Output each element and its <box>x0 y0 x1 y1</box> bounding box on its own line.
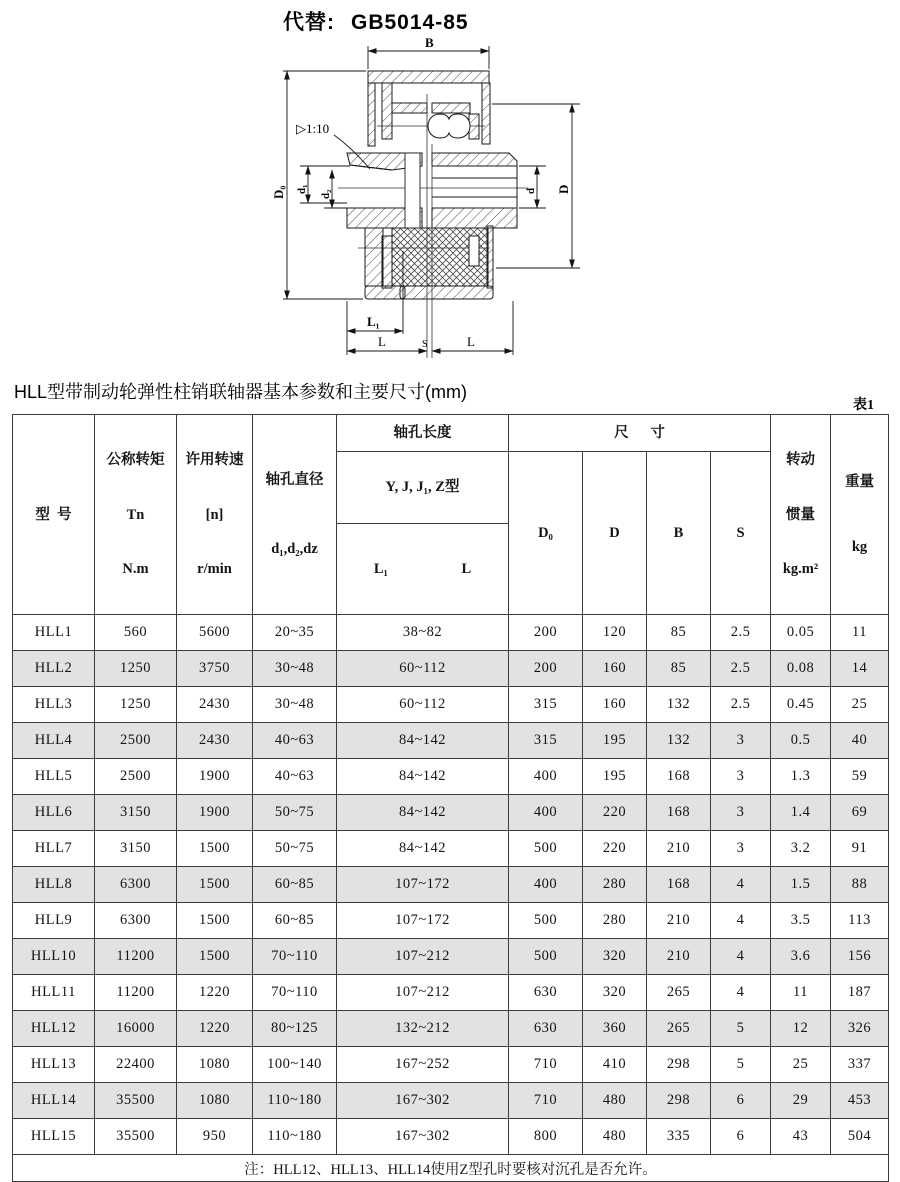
value-cell: 1500 <box>177 831 253 867</box>
value-cell: 11 <box>771 975 831 1011</box>
model-cell: HLL6 <box>13 795 95 831</box>
value-cell: 69 <box>831 795 889 831</box>
value-cell: 1500 <box>177 939 253 975</box>
value-cell: 6300 <box>95 867 177 903</box>
value-cell: 210 <box>647 903 711 939</box>
value-cell: 84~142 <box>337 795 509 831</box>
dim-label-d1: d₁ <box>296 184 308 194</box>
value-cell: 3 <box>711 795 771 831</box>
value-cell: 113 <box>831 903 889 939</box>
value-cell: 1500 <box>177 867 253 903</box>
dim-label-d2: d₂ <box>320 189 332 199</box>
value-cell: 1080 <box>177 1047 253 1083</box>
value-cell: 195 <box>583 723 647 759</box>
model-cell: HLL7 <box>13 831 95 867</box>
value-cell: 630 <box>509 1011 583 1047</box>
value-cell: 315 <box>509 723 583 759</box>
value-cell: 6 <box>711 1083 771 1119</box>
value-cell: 22400 <box>95 1047 177 1083</box>
value-cell: 3.2 <box>771 831 831 867</box>
value-cell: 800 <box>509 1119 583 1155</box>
value-cell: 4 <box>711 975 771 1011</box>
model-cell: HLL13 <box>13 1047 95 1083</box>
value-cell: 20~35 <box>253 615 337 651</box>
value-cell: 2.5 <box>711 615 771 651</box>
col-header-inertia: 转动 惯量 kg.m² <box>771 415 831 615</box>
col-header-b: B <box>647 452 711 615</box>
dim-label-d0: D₀ <box>271 185 286 199</box>
value-cell: 60~112 <box>337 651 509 687</box>
value-cell: 59 <box>831 759 889 795</box>
value-cell: 1900 <box>177 795 253 831</box>
value-cell: 167~302 <box>337 1119 509 1155</box>
value-cell: 1500 <box>177 903 253 939</box>
value-cell: 1250 <box>95 651 177 687</box>
value-cell: 29 <box>771 1083 831 1119</box>
col-header-bore-diameter: 轴孔直径 d₁,d₂,dz <box>253 415 337 615</box>
table-row <box>13 1083 889 1119</box>
standard-number: GB5014-85 <box>351 11 469 34</box>
value-cell: 3 <box>711 831 771 867</box>
dimension-lines <box>283 46 580 355</box>
value-cell: 315 <box>509 687 583 723</box>
value-cell: 4 <box>711 867 771 903</box>
col-header-l1-l <box>337 523 509 615</box>
value-cell: 167~302 <box>337 1083 509 1119</box>
value-cell: 11200 <box>95 939 177 975</box>
value-cell: 2500 <box>95 723 177 759</box>
value-cell: 30~48 <box>253 687 337 723</box>
value-cell: 168 <box>647 867 711 903</box>
value-cell: 100~140 <box>253 1047 337 1083</box>
value-cell: 6 <box>711 1119 771 1155</box>
value-cell: 167~252 <box>337 1047 509 1083</box>
value-cell: 11 <box>831 615 889 651</box>
value-cell: 107~212 <box>337 939 509 975</box>
model-cell: HLL14 <box>13 1083 95 1119</box>
value-cell: 950 <box>177 1119 253 1155</box>
col-header-d0: D₀ <box>509 452 583 615</box>
value-cell: 11200 <box>95 975 177 1011</box>
value-cell: 480 <box>583 1119 647 1155</box>
model-cell: HLL9 <box>13 903 95 939</box>
value-cell: 132 <box>647 687 711 723</box>
value-cell: 14 <box>831 651 889 687</box>
value-cell: 3.6 <box>771 939 831 975</box>
value-cell: 710 <box>509 1047 583 1083</box>
value-cell: 453 <box>831 1083 889 1119</box>
col-header-s: S <box>711 452 771 615</box>
dim-label-l1: L₁ <box>367 314 380 329</box>
value-cell: 2.5 <box>711 687 771 723</box>
value-cell: 3150 <box>95 831 177 867</box>
value-cell: 84~142 <box>337 759 509 795</box>
value-cell: 5 <box>711 1047 771 1083</box>
value-cell: 500 <box>509 939 583 975</box>
value-cell: 200 <box>509 615 583 651</box>
value-cell: 4 <box>711 903 771 939</box>
pin-hole-slot <box>405 153 420 228</box>
value-cell: 91 <box>831 831 889 867</box>
value-cell: 1.4 <box>771 795 831 831</box>
value-cell: 110~180 <box>253 1083 337 1119</box>
value-cell: 35500 <box>95 1119 177 1155</box>
value-cell: 410 <box>583 1047 647 1083</box>
value-cell: 3750 <box>177 651 253 687</box>
dim-label-l-left: L <box>378 334 386 349</box>
value-cell: 30~48 <box>253 651 337 687</box>
value-cell: 50~75 <box>253 831 337 867</box>
value-cell: 156 <box>831 939 889 975</box>
col-header-speed: 许用转速 [n] r/min <box>177 415 253 615</box>
col-header-l1: L₁ <box>373 561 388 577</box>
value-cell: 2500 <box>95 759 177 795</box>
model-cell: HLL8 <box>13 867 95 903</box>
col-header-torque: 公称转矩 Tn N.m <box>95 415 177 615</box>
pin-assembly-top <box>392 103 479 139</box>
table-row <box>13 867 889 903</box>
value-cell: 107~212 <box>337 975 509 1011</box>
value-cell: 187 <box>831 975 889 1011</box>
dim-label-l-right: L <box>467 334 475 349</box>
value-cell: 1.3 <box>771 759 831 795</box>
value-cell: 88 <box>831 867 889 903</box>
dim-label-d-small: d <box>525 187 537 194</box>
col-header-dimensions: 尺 寸 <box>509 415 771 452</box>
table-row <box>13 1011 889 1047</box>
value-cell: 5 <box>711 1011 771 1047</box>
table-row <box>13 651 889 687</box>
elastic-pin <box>428 114 470 138</box>
value-cell: 326 <box>831 1011 889 1047</box>
table-row <box>13 831 889 867</box>
value-cell: 132~212 <box>337 1011 509 1047</box>
value-cell: 504 <box>831 1119 889 1155</box>
coupling-cross-section <box>250 36 620 376</box>
value-cell: 280 <box>583 867 647 903</box>
value-cell: 25 <box>831 687 889 723</box>
table-row <box>13 1119 889 1155</box>
value-cell: 1080 <box>177 1083 253 1119</box>
value-cell: 38~82 <box>337 615 509 651</box>
value-cell: 320 <box>583 939 647 975</box>
value-cell: 5600 <box>177 615 253 651</box>
col-header-bore-length: 轴孔长度 <box>337 415 509 452</box>
dim-label-b: B <box>425 36 434 50</box>
value-cell: 160 <box>583 687 647 723</box>
table-number-tag: 表1 <box>853 398 874 413</box>
value-cell: 710 <box>509 1083 583 1119</box>
table-row <box>13 975 889 1011</box>
value-cell: 195 <box>583 759 647 795</box>
value-cell: 480 <box>583 1083 647 1119</box>
value-cell: 3 <box>711 723 771 759</box>
value-cell: 2430 <box>177 687 253 723</box>
value-cell: 70~110 <box>253 975 337 1011</box>
table-row <box>13 687 889 723</box>
model-cell: HLL5 <box>13 759 95 795</box>
value-cell: 84~142 <box>337 831 509 867</box>
value-cell: 265 <box>647 975 711 1011</box>
replaced-prefix: 代替: <box>283 11 335 34</box>
dim-label-s: S <box>422 339 428 350</box>
table-row <box>13 903 889 939</box>
model-cell: HLL3 <box>13 687 95 723</box>
value-cell: 500 <box>509 903 583 939</box>
value-cell: 12 <box>771 1011 831 1047</box>
value-cell: 337 <box>831 1047 889 1083</box>
table-header <box>13 415 889 615</box>
model-cell: HLL10 <box>13 939 95 975</box>
value-cell: 2430 <box>177 723 253 759</box>
value-cell: 4 <box>711 939 771 975</box>
model-cell: HLL11 <box>13 975 95 1011</box>
value-cell: 50~75 <box>253 795 337 831</box>
value-cell: 1.5 <box>771 867 831 903</box>
col-header-model: 型 号 <box>13 415 95 615</box>
value-cell: 0.05 <box>771 615 831 651</box>
value-cell: 107~172 <box>337 903 509 939</box>
parameters-table <box>12 414 889 1182</box>
value-cell: 107~172 <box>337 867 509 903</box>
col-header-d: D <box>583 452 647 615</box>
value-cell: 0.08 <box>771 651 831 687</box>
value-cell: 43 <box>771 1119 831 1155</box>
table-row <box>13 795 889 831</box>
value-cell: 168 <box>647 795 711 831</box>
value-cell: 40~63 <box>253 759 337 795</box>
value-cell: 168 <box>647 759 711 795</box>
value-cell: 630 <box>509 975 583 1011</box>
value-cell: 335 <box>647 1119 711 1155</box>
value-cell: 360 <box>583 1011 647 1047</box>
value-cell: 35500 <box>95 1083 177 1119</box>
value-cell: 160 <box>583 651 647 687</box>
table-row <box>13 939 889 975</box>
value-cell: 560 <box>95 615 177 651</box>
value-cell: 60~85 <box>253 867 337 903</box>
coupling-right <box>432 153 517 228</box>
value-cell: 400 <box>509 795 583 831</box>
value-cell: 85 <box>647 651 711 687</box>
pin-assembly-bottom <box>392 228 488 286</box>
value-cell: 60~112 <box>337 687 509 723</box>
dim-label-d-big: D <box>556 184 571 194</box>
value-cell: 1220 <box>177 975 253 1011</box>
value-cell: 60~85 <box>253 903 337 939</box>
model-cell: HLL4 <box>13 723 95 759</box>
value-cell: 1900 <box>177 759 253 795</box>
value-cell: 80~125 <box>253 1011 337 1047</box>
replaced-standard-header <box>283 6 469 36</box>
value-cell: 85 <box>647 615 711 651</box>
technical-drawing <box>250 36 620 376</box>
table-footer <box>13 1155 889 1182</box>
col-header-l: L <box>461 561 472 577</box>
value-cell: 3 <box>711 759 771 795</box>
model-cell: HLL1 <box>13 615 95 651</box>
value-cell: 1220 <box>177 1011 253 1047</box>
model-cell: HLL2 <box>13 651 95 687</box>
value-cell: 280 <box>583 903 647 939</box>
value-cell: 110~180 <box>253 1119 337 1155</box>
table-note: 注：HLL12、HLL13、HLL14使用Z型孔时要核对沉孔是否允许。 <box>13 1155 889 1182</box>
value-cell: 120 <box>583 615 647 651</box>
bore-lines <box>350 165 517 208</box>
model-cell: HLL12 <box>13 1011 95 1047</box>
table-body <box>13 615 889 1155</box>
col-header-bore-types: Y, J, J₁, Z型 <box>337 452 509 524</box>
value-cell: 265 <box>647 1011 711 1047</box>
value-cell: 3.5 <box>771 903 831 939</box>
taper-label: ▷1:10 <box>296 121 330 136</box>
value-cell: 2.5 <box>711 651 771 687</box>
value-cell: 40~63 <box>253 723 337 759</box>
value-cell: 400 <box>509 759 583 795</box>
value-cell: 200 <box>509 651 583 687</box>
value-cell: 16000 <box>95 1011 177 1047</box>
table-row <box>13 615 889 651</box>
value-cell: 210 <box>647 831 711 867</box>
value-cell: 220 <box>583 795 647 831</box>
value-cell: 220 <box>583 831 647 867</box>
table-row <box>13 723 889 759</box>
col-header-weight: 重量 kg <box>831 415 889 615</box>
value-cell: 210 <box>647 939 711 975</box>
value-cell: 84~142 <box>337 723 509 759</box>
value-cell: 0.45 <box>771 687 831 723</box>
value-cell: 3150 <box>95 795 177 831</box>
table-row <box>13 1047 889 1083</box>
value-cell: 320 <box>583 975 647 1011</box>
model-cell: HLL15 <box>13 1119 95 1155</box>
value-cell: 400 <box>509 867 583 903</box>
value-cell: 132 <box>647 723 711 759</box>
value-cell: 0.5 <box>771 723 831 759</box>
value-cell: 40 <box>831 723 889 759</box>
table-title: HLL型带制动轮弹性柱销联轴器基本参数和主要尺寸(mm) <box>14 382 467 402</box>
value-cell: 70~110 <box>253 939 337 975</box>
value-cell: 298 <box>647 1083 711 1119</box>
value-cell: 500 <box>509 831 583 867</box>
value-cell: 298 <box>647 1047 711 1083</box>
value-cell: 25 <box>771 1047 831 1083</box>
table-row <box>13 759 889 795</box>
value-cell: 6300 <box>95 903 177 939</box>
value-cell: 1250 <box>95 687 177 723</box>
